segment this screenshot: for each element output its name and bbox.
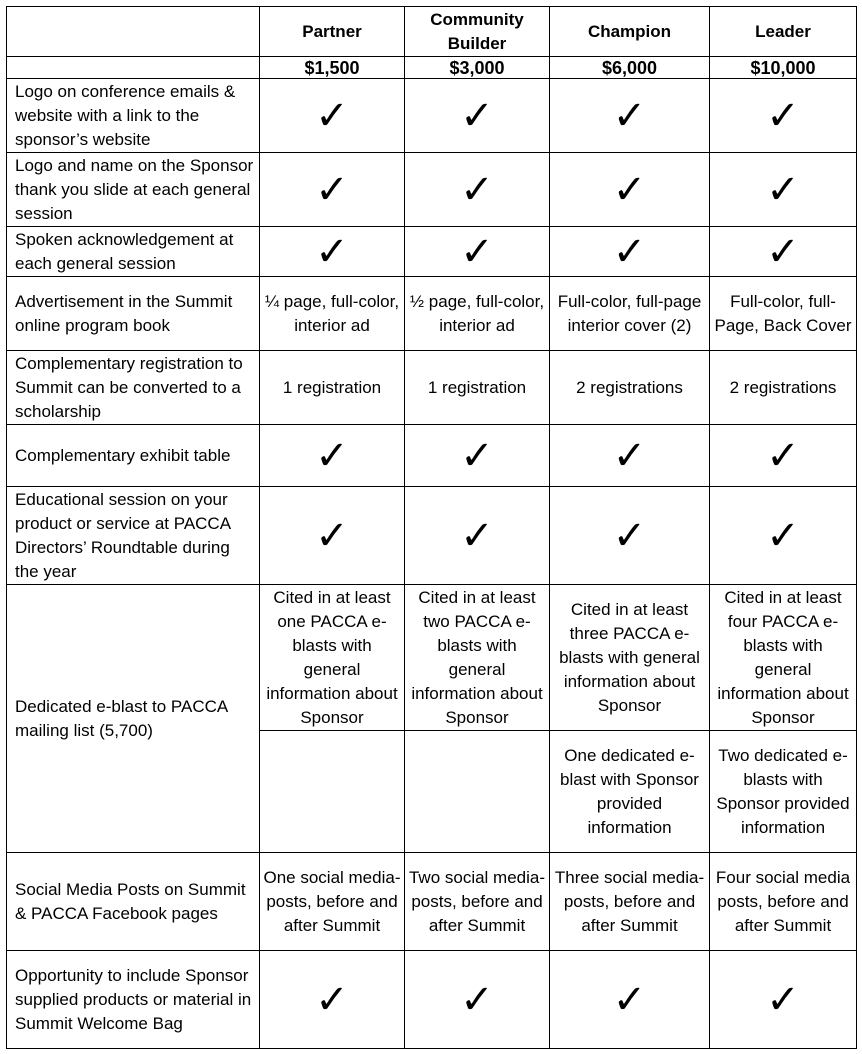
checkmark-icon: ✓ [612, 432, 647, 479]
price-champion: $6,000 [550, 57, 710, 79]
table-cell [405, 731, 550, 853]
table-cell: One social media-posts, before and after Summit [260, 853, 405, 951]
checkmark-icon: ✓ [612, 976, 647, 1023]
checkmark-icon: ✓ [315, 976, 349, 1023]
table-cell: Full-color, full-page interior cover (2) [550, 277, 710, 351]
table-row [7, 853, 857, 951]
table-cell: One dedicated e-blast with Sponsor provided information [550, 731, 710, 853]
row-label: Advertisement in the Summit online program book [7, 277, 260, 351]
row-label: Complementary registration to Summit can be converted to a scholarship [7, 351, 260, 425]
checkmark-icon: ✓ [766, 92, 800, 139]
row-label: Logo and name on the Sponsor thank you slide at each general session [7, 153, 260, 227]
checkmark-icon: ✓ [315, 432, 349, 479]
table-row [7, 153, 857, 227]
row-label: Social Media Posts on Summit & PACCA Facebook pages [7, 853, 260, 951]
row-label: Spoken acknowledgement at each general session [7, 227, 260, 277]
checkmark-icon: ✓ [460, 166, 494, 213]
price-partner: $1,500 [260, 57, 405, 79]
checkmark-icon: ✓ [612, 512, 647, 559]
table-cell: Cited in at least two PACCA e-blasts with general information about Sponsor [405, 585, 550, 731]
price-community-builder: $3,000 [405, 57, 550, 79]
table-row [7, 951, 857, 1049]
column-header-partner: Partner [260, 7, 405, 57]
table-cell: 2 registrations [550, 351, 710, 425]
header-empty-cell [7, 7, 260, 57]
table-row [7, 277, 857, 351]
checkmark-icon: ✓ [766, 228, 800, 275]
table-cell: Full-color, full-Page, Back Cover [710, 277, 857, 351]
table-cell: Three social media-posts, before and after Summit [550, 853, 710, 951]
price-row [7, 57, 857, 79]
checkmark-icon: ✓ [612, 92, 647, 139]
column-header-champion: Champion [550, 7, 710, 57]
table-cell: 2 registrations [710, 351, 857, 425]
table-row [7, 585, 857, 731]
table-cell [260, 731, 405, 853]
price-leader: $10,000 [710, 57, 857, 79]
checkmark-icon: ✓ [460, 92, 494, 139]
checkmark-icon: ✓ [766, 166, 800, 213]
table-cell: Two social media-posts, before and after Summit [405, 853, 550, 951]
column-header-leader: Leader [710, 7, 857, 57]
table-row [7, 487, 857, 585]
checkmark-icon: ✓ [315, 512, 349, 559]
row-label: Educational session on your product or service at PACCA Directors’ Roundtable during the year [7, 487, 260, 585]
checkmark-icon: ✓ [460, 228, 494, 275]
table-cell: Four social media posts, before and after Summit [710, 853, 857, 951]
table-row [7, 351, 857, 425]
table-cell: Cited in at least one PACCA e-blasts with general information about Sponsor [260, 585, 405, 731]
table-row [7, 227, 857, 277]
price-empty-cell [7, 57, 260, 79]
checkmark-icon: ✓ [766, 976, 800, 1023]
checkmark-icon: ✓ [766, 432, 800, 479]
table-cell: 1 registration [405, 351, 550, 425]
row-label: Opportunity to include Sponsor supplied products or material in Summit Welcome Bag [7, 951, 260, 1049]
header-row [7, 7, 857, 57]
checkmark-icon: ✓ [766, 512, 800, 559]
table-row [7, 79, 857, 153]
table-cell: ½ page, full-color, interior ad [405, 277, 550, 351]
checkmark-icon: ✓ [612, 228, 647, 275]
row-label: Dedicated e-blast to PACCA mailing list (5,700) [7, 585, 260, 853]
table-cell: Cited in at least three PACCA e-blasts with general information about Sponsor [550, 585, 710, 731]
checkmark-icon: ✓ [460, 512, 494, 559]
checkmark-icon: ✓ [315, 92, 349, 139]
table-row [7, 425, 857, 487]
table-cell: Two dedicated e-blasts with Sponsor provided information [710, 731, 857, 853]
row-label: Complementary exhibit table [7, 425, 260, 487]
table-cell: ¼ page, full-color, interior ad [260, 277, 405, 351]
checkmark-icon: ✓ [315, 228, 349, 275]
checkmark-icon: ✓ [460, 976, 494, 1023]
checkmark-icon: ✓ [460, 432, 494, 479]
sponsorship-table [6, 6, 857, 1049]
row-label: Logo on conference emails & website with a link to the sponsor’s website [7, 79, 260, 153]
table-cell: Cited in at least four PACCA e-blasts with general information about Sponsor [710, 585, 857, 731]
checkmark-icon: ✓ [315, 166, 349, 213]
checkmark-icon: ✓ [612, 166, 647, 213]
column-header-community-builder: Community Builder [405, 7, 550, 57]
table-cell: 1 registration [260, 351, 405, 425]
